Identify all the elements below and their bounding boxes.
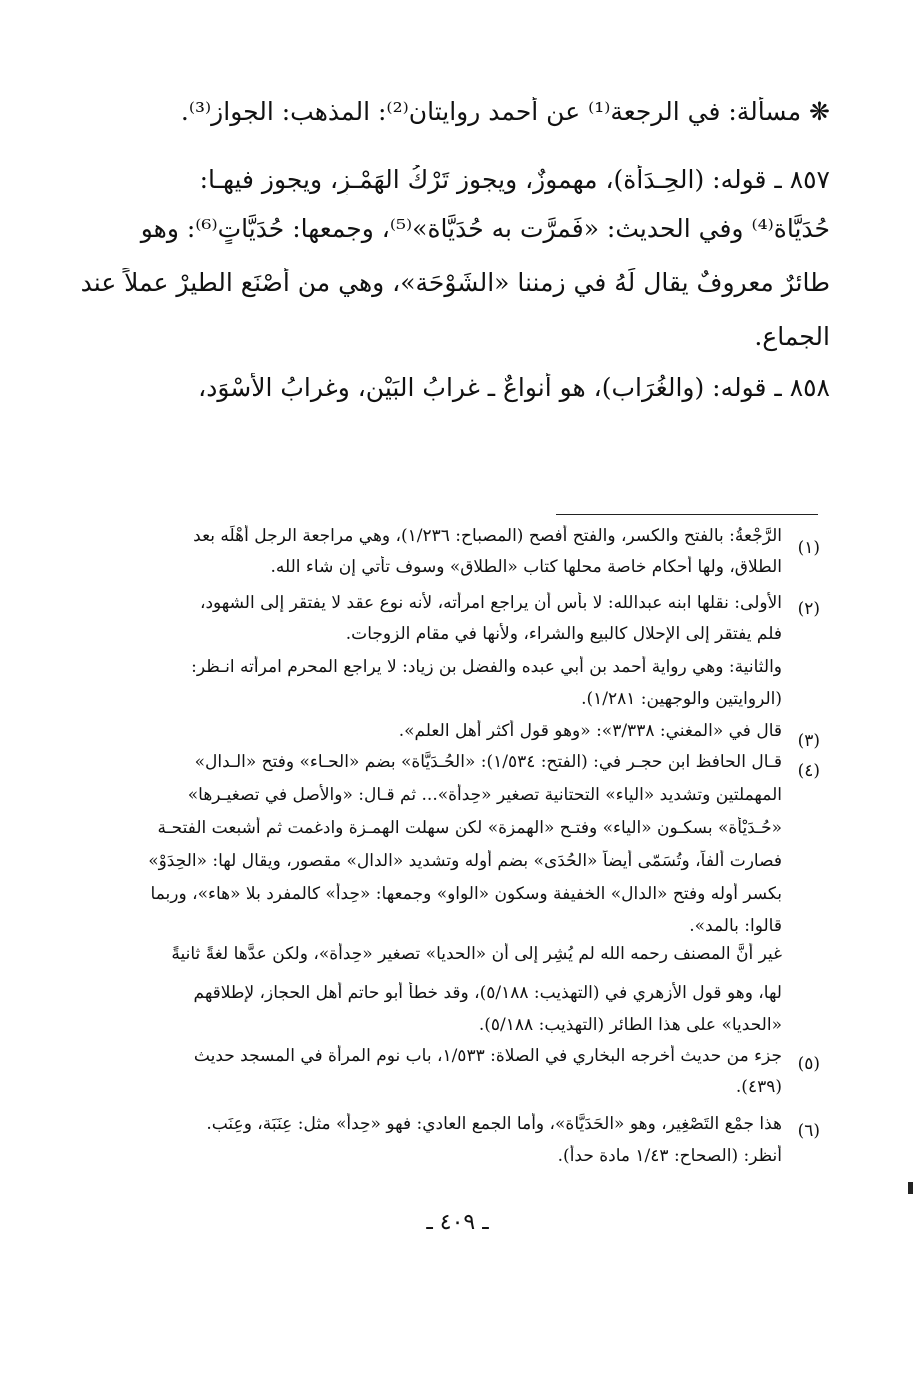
footnote-separator (556, 514, 818, 515)
footnote-4-number: (٤) (797, 761, 820, 781)
footnote-1-line-1: الرَّجْعةُ: بالفتح والكسر، والفتح أفصح (المصباح: ١/٢٣٦)، وهي مراجعة الرجل أَهْلَه بعد (193, 526, 782, 546)
footnote-4-line-9: «الحديا» على هذا الطائر (التهذيب: ٥/١٨٨). (478, 1015, 782, 1035)
para-857-line-3: طائرٌ معروفٌ يقال لَهُ في زمننا «الشَوْحَة»، وهي من أَصْنَع الطيرْ عملاً عند (80, 268, 830, 297)
footnote-1-line-2: الطلاق، ولها أحكام خاصة محلها كتاب «الطلاق» وسوف تأتي إن شاء الله. (270, 557, 782, 577)
masala-line: ❋ مسألة: في الرجعة⁽¹⁾ عن أحمد روايتان⁽²⁾: المذهب: الجواز⁽³⁾. (180, 97, 830, 126)
footnote-6-number: (٦) (797, 1121, 820, 1141)
footnote-1-number: (١) (797, 538, 820, 558)
footnote-2-number: (٢) (797, 599, 820, 619)
footnote-4-line-7: غير أنَّ المصنف رحمه الله لم يُشِر إلى أن «الحديا» تصغير «حِدأة»، ولكن عدَّها لغةً ثانيةً (171, 944, 782, 964)
para-858-line: ٨٥٨ ـ قوله: (والغُرَاب)، هو أنواعٌ ـ غرابُ البَيْن، وغرابُ الأَسْوَد، (198, 373, 830, 402)
footnote-5-line-2: (٤٣٩). (735, 1077, 782, 1097)
footnote-2-line-4: (الروايتين والوجهين: ١/٢٨١). (581, 689, 782, 709)
footnote-3-line-1: قال في «المغني: ٣/٣٣٨»: «وهو قول أكثر أهل العلم». (398, 721, 782, 741)
footnote-4-line-5: بكسر أوله وفتح «الدال» الخفيفة وسكون «الواو» وجمعها: «حِدأٌ» كالمفرد بلا «هاء»، وربما (150, 884, 782, 904)
footnote-2-line-3: والثانية: وهي رواية أحمد بن أبي عبده والفضل بن زياد: لا يراجع المحرم امرأته انـظر: (191, 657, 782, 677)
footnote-6-line-1: هذا جمْع التَصْغِير، وهو «الحَدَيَّاة»، وأما الجمع العادي: فهو «حِدأٌ» مثل: عِنَبَة، وعِنَب. (206, 1114, 782, 1134)
footnote-2-line-2: فلم يفتقر إلى الإحلال كالبيع والشراء، ولأنها في مقام الزوجات. (345, 624, 782, 644)
footnote-4-line-3: «حُـدَيْأة» بسكـون «الياء» وفتـح «الهمزة» لكن سهلت الهمـزة وادغمت ثم أشبعت الفتحـة (157, 818, 782, 838)
footnote-4-line-2: المهملتين وتشديد «الياء» التحتانية تصغير «حِدأة»... ثم قـال: «والأصل في تصغيـرها» (187, 785, 782, 805)
footnote-5-number: (٥) (797, 1054, 820, 1074)
footnote-6-line-2: أنظر: (الصحاح: ١/٤٣ مادة حدأ). (557, 1146, 782, 1166)
page-number: ـ ٤٠٩ ـ (426, 1210, 489, 1235)
para-857-line-2: حُدَيَّاة⁽⁴⁾ وفي الحديث: «فَمرَّت به حُدَيَّاة»⁽⁵⁾، وجمعها: حُدَيَّاتٍ⁽⁶⁾: وهو (140, 214, 830, 243)
footnote-4-line-4: فصارت ألفاً، وتُسَمّى أيضاً «الحُدَى» بضم أوله وتشديد «الدال» مقصور، ويقال لها: «الحِدَوْ» (148, 851, 782, 871)
footnote-3-number: (٣) (797, 731, 820, 751)
footnote-4-line-8: لها، وهو قول الأزهري في (التهذيب: ٥/١٨٨)، وقد خطأ أبو حاتم أهل الحجاز، لإطلاقهم (193, 983, 782, 1003)
para-857-line-1: ٨٥٧ ـ قوله: (الحِـدَأة)، مهموزٌ، ويجوز تَرْكُ الهَمْـزِ، ويجوز فيهـا: (199, 165, 830, 194)
scan-edge-mark (908, 1182, 913, 1194)
footnote-4-line-1: قـال الحافظ ابن حجـر في: (الفتح: ١/٥٣٤): «الحُـدَيَّاة» بضم «الحـاء» وفتح «الـدال» (194, 752, 782, 772)
footnote-4-line-6: قالوا: بالمد». (689, 916, 782, 936)
footnote-5-line-1: جزء من حديث أخرجه البخاري في الصلاة: ١/٥٣٣، باب نوم المرأة في المسجد حديث (193, 1046, 782, 1066)
para-857-line-4: الجماع. (754, 322, 830, 351)
footnote-2-line-1: الأولى: نقلها ابنه عبدالله: لا بأس أن يراجع امرأته، لأنه نوع عقد لا يفتقر إلى الشهود، (199, 593, 782, 613)
